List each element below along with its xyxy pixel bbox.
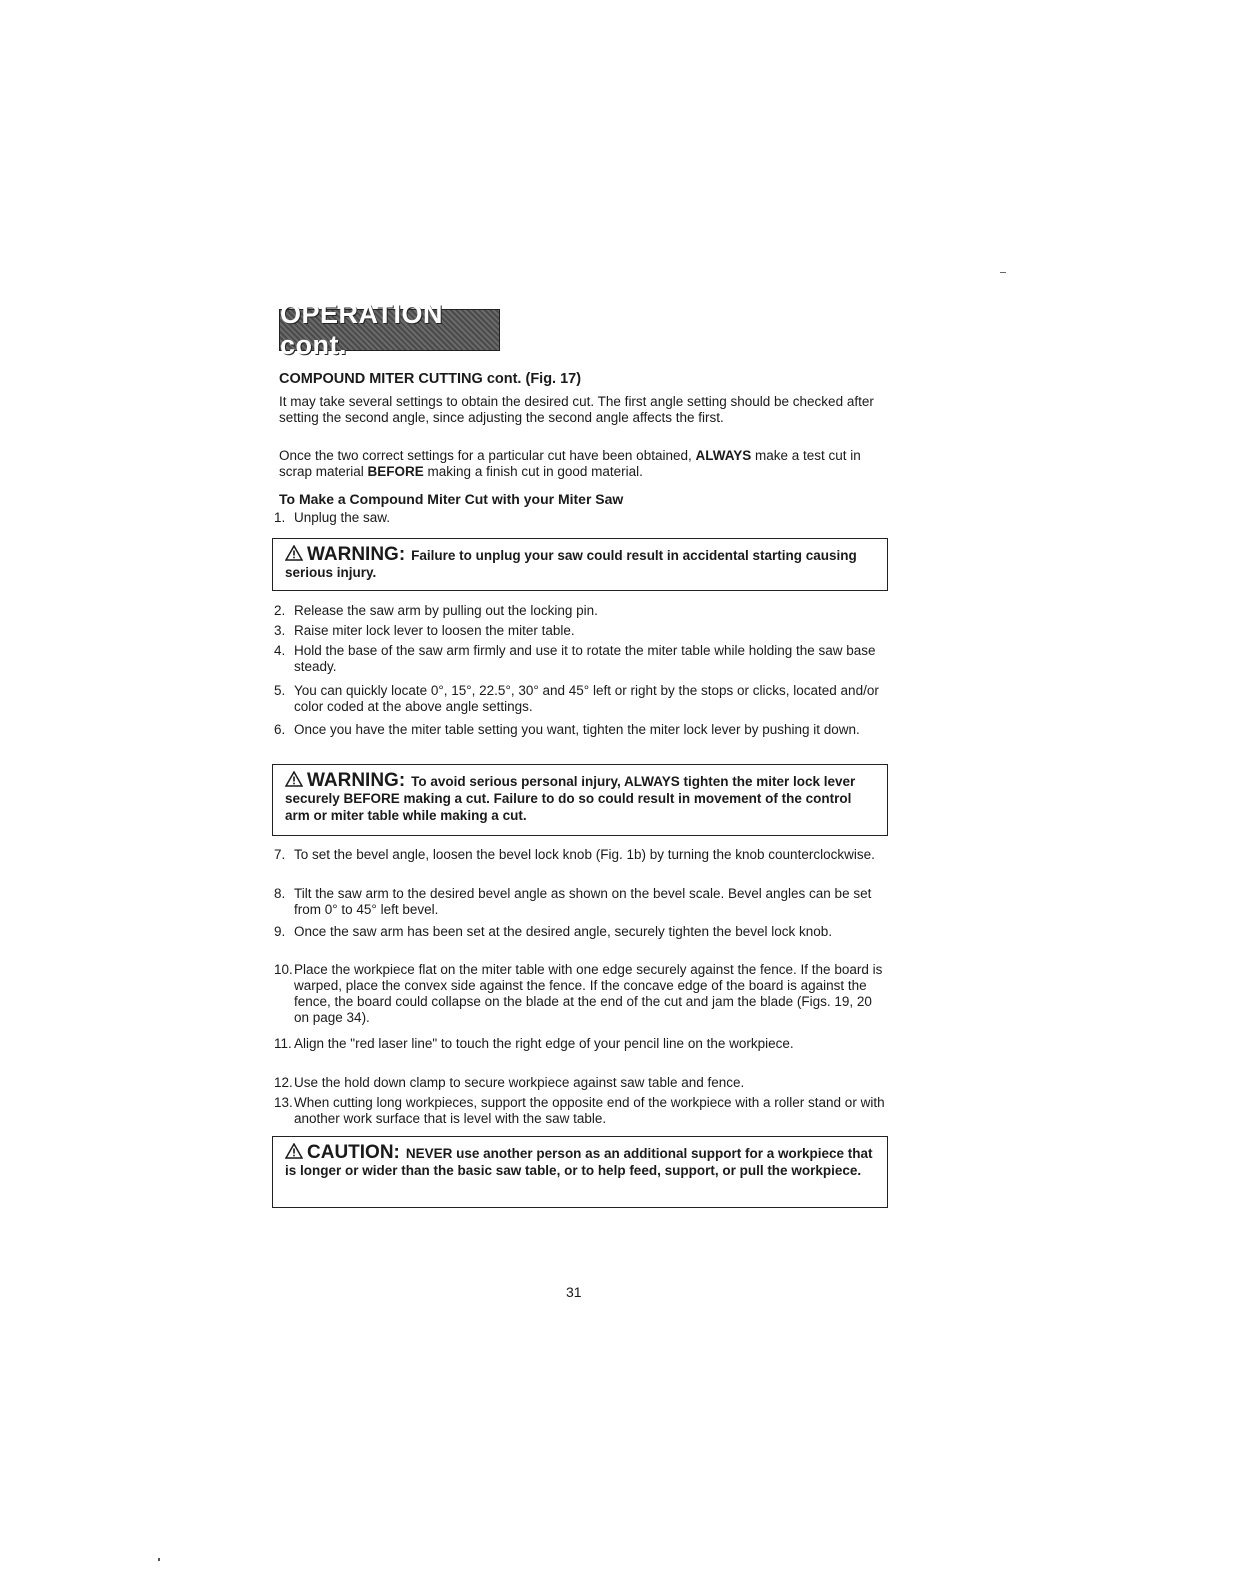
step-number: 6. [274,722,286,737]
warning-keyword: WARNING: [307,770,406,791]
step-number: 12. [274,1075,293,1090]
step-number: 3. [274,623,286,638]
step-number: 7. [274,847,286,862]
step-text: Raise miter lock lever to loosen the miter table. [294,623,575,638]
caution-triangle-icon [285,1143,303,1159]
intro2-text-c: make a test cut in scrap material [279,448,861,479]
intro2-text-a: Once the two correct settings for a particular cut have been obtained, [279,448,696,463]
step-text: Align the "red laser line" to touch the right edge of your pencil line on the workpiece. [294,1036,794,1051]
step-number: 13. [274,1095,293,1110]
step-text: Unplug the saw. [294,510,391,525]
caution-box-support [272,1136,888,1208]
warning-triangle-icon [285,545,303,561]
step-text: Once the saw arm has been set at the desired angle, securely tighten the bevel lock knob. [294,924,833,939]
step-number: 11. [274,1036,292,1051]
procedure-subtitle: To Make a Compound Miter Cut with your Miter Saw [279,491,624,507]
warning-text: Failure to unplug your saw could result in accidental starting causing serious injury. [285,548,857,580]
intro2-before: BEFORE [367,464,424,479]
intro2-text-e: making a finish cut in good material. [423,464,643,479]
warning-keyword: WARNING: [307,544,406,565]
intro2-always: ALWAYS [695,448,752,463]
warning-box-lock-lever [272,764,888,836]
intro-paragraph-1: It may take several settings to obtain the desired cut. The first angle setting should be checked after setting the second angle, since adjusting the second angle affects the first. [279,394,874,425]
step-text: Release the saw arm by pulling out the locking pin. [294,603,598,618]
step-number: 10. [274,962,293,977]
section-banner [279,299,500,360]
step-number: 8. [274,886,286,901]
page-number: 31 [566,1284,582,1300]
step-text: Hold the base of the saw arm firmly and use it to rotate the miter table while holding the saw base steady. [294,643,876,674]
scan-mark [1000,272,1006,273]
step-number: 5. [274,683,286,698]
step-text: Place the workpiece flat on the miter table with one edge securely against the fence. If the board is warped, place the convex side against the fence. If the concave edge of the board is against the fence, the board could collapse on the blade at the end of the cut and jam the blade (Figs. 19, 20 on page 34). [294,962,883,1025]
intro-paragraph-2 [279,448,889,480]
step-text: Once you have the miter table setting you want, tighten the miter lock lever by pushing it down. [294,722,860,737]
step-number: 4. [274,643,286,658]
scan-dot [158,1558,160,1561]
section-title: COMPOUND MITER CUTTING cont. (Fig. 17) [279,371,582,387]
caution-keyword: CAUTION: [307,1142,400,1163]
warning-triangle-icon [285,771,303,787]
banner-text: OPERATION cont. [280,299,444,360]
step-text: Use the hold down clamp to secure workpiece against saw table and fence. [294,1075,745,1090]
step-number: 2. [274,603,286,618]
caution-text: NEVER use another person as an additional support for a workpiece that is longer or wider than the basic saw table, or to help feed, support, or pull the workpiece. [285,1146,873,1178]
step-number: 9. [274,924,286,939]
step-number: 1. [274,510,286,525]
step-text: Tilt the saw arm to the desired bevel angle as shown on the bevel scale. Bevel angles can be set from 0° to 45° left bevel. [294,886,872,917]
warning-text: To avoid serious personal injury, ALWAYS tighten the miter lock lever securely BEFORE making a cut. Failure to do so could result in movement of the control arm or miter table while making a cut. [285,774,856,823]
step-text: To set the bevel angle, loosen the bevel lock knob (Fig. 1b) by turning the knob counterclockwise. [294,847,875,862]
step-text: You can quickly locate 0°, 15°, 22.5°, 30° and 45° left or right by the stops or clicks, located and/or color coded at the above angle settings. [294,683,879,714]
step-text: When cutting long workpieces, support the opposite end of the workpiece with a roller stand or with another work surface that is level with the saw table. [294,1095,885,1126]
warning-box-unplug [272,538,888,591]
